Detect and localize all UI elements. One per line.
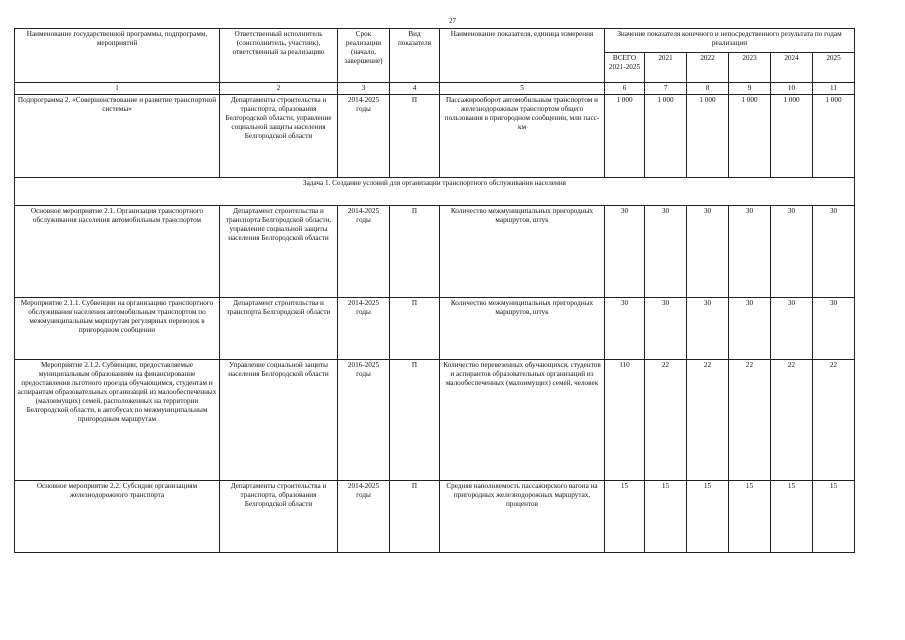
page-number: 27: [449, 17, 456, 25]
value-cell: 1 000: [771, 95, 813, 178]
header-name: Наименование государственной программы, подпрограмм, мероприятий: [15, 29, 220, 83]
task-row: [15, 178, 855, 206]
value-cell: 22: [687, 360, 729, 481]
table-row: [15, 481, 855, 553]
header-values-group: Значение показателя конечного и непосредственного результата по годам реализации: [605, 29, 855, 53]
measure-name: Мероприятие 2.1.2. Субвенции, предоставляемые муниципальным образованиям на финансирование предоставления льготного проезда обучающимся, студентам и аспирантам образовательных организаций из малообеспеченных (малоимущих) семей, расположенных на территории Белгородской области, в автобусах по межмуниципальным пригородным маршрутам: [15, 360, 220, 481]
measure-term: 2014-2025 годы: [338, 481, 390, 553]
column-number: 3: [338, 83, 390, 95]
measure-name: Основное мероприятие 2.2. Субсидии организациям железнодорожного транспорта: [15, 481, 220, 553]
measure-responsible: Департаменты строительства и транспорта, образования Белгородской области: [220, 481, 338, 553]
measure-name: Мероприятие 2.1.1. Субвенции на организацию транспортного обслуживания населения автомобильным транспортом по межмуниципальным маршрутам регулярных перевозок в пригородном сообщении: [15, 298, 220, 360]
table-row: [15, 298, 855, 360]
value-cell: 15: [813, 481, 855, 553]
value-cell: 30: [771, 206, 813, 298]
column-number: 7: [645, 83, 687, 95]
value-cell: 110: [605, 360, 645, 481]
column-number: 10: [771, 83, 813, 95]
measure-term: 2016-2025 годы: [338, 360, 390, 481]
task-title: Задача 1. Создание условий для организации транспортного обслуживания населения: [15, 178, 855, 206]
value-cell: 1 000: [605, 95, 645, 178]
measure-name: Основное мероприятие 2.1. Организация транспортного обслуживания населения автомобильным транспортом: [15, 206, 220, 298]
value-cell: 30: [813, 206, 855, 298]
value-cell: 15: [645, 481, 687, 553]
measure-indicator: Количество межмуниципальных пригородных маршрутов, штук: [440, 298, 605, 360]
header-year: 2023: [729, 53, 771, 83]
subprogram-term: 2014-2025 годы: [338, 95, 390, 178]
value-cell: 15: [729, 481, 771, 553]
column-number: 11: [813, 83, 855, 95]
value-cell: 15: [687, 481, 729, 553]
measure-responsible: Департамент строительства и транспорта Белгородской области, управление социальной защиты населения Белгородской области: [220, 206, 338, 298]
value-cell: 30: [645, 206, 687, 298]
header-year: 2024: [771, 53, 813, 83]
header-term: Срок реализации (начало, завершение): [338, 29, 390, 83]
column-number: 4: [390, 83, 440, 95]
value-cell: 1 000: [645, 95, 687, 178]
value-cell: 15: [771, 481, 813, 553]
subprogram-type: П: [390, 95, 440, 178]
measure-responsible: Департамент строительства и транспорта Белгородской области: [220, 298, 338, 360]
measure-type: П: [390, 298, 440, 360]
value-cell: 30: [687, 298, 729, 360]
value-cell: 22: [813, 360, 855, 481]
table-row: [15, 206, 855, 298]
header-indicator-name: Наименование показателя, единица измерения: [440, 29, 605, 83]
value-cell: 22: [645, 360, 687, 481]
value-cell: 30: [729, 298, 771, 360]
value-cell: 1 000: [813, 95, 855, 178]
measure-term: 2014-2025 годы: [338, 298, 390, 360]
measure-indicator: Средняя наполняемость пассажирского вагона на пригородных железнодорожных маршрутах, процентов: [440, 481, 605, 553]
value-cell: 30: [605, 206, 645, 298]
value-cell: 30: [687, 206, 729, 298]
measure-type: П: [390, 481, 440, 553]
header-year: 2022: [687, 53, 729, 83]
value-cell: 30: [729, 206, 771, 298]
column-number: 6: [605, 83, 645, 95]
header-year: 2025: [813, 53, 855, 83]
header-responsible: Ответственный исполнитель (соисполнитель, участник), ответственный за реализацию: [220, 29, 338, 83]
value-cell: 22: [729, 360, 771, 481]
measure-type: П: [390, 360, 440, 481]
value-cell: 1 000: [729, 95, 771, 178]
measure-indicator: Количество межмуниципальных пригородных маршрутов, штук: [440, 206, 605, 298]
value-cell: 15: [605, 481, 645, 553]
column-number: 2: [220, 83, 338, 95]
measure-indicator: Количество перевезенных обучающихся, студентов и аспирантов образовательных организаций из малообеспеченных (малоимущих) семей, человек: [440, 360, 605, 481]
header-indicator-type: Вид показателя: [390, 29, 440, 83]
value-cell: 30: [645, 298, 687, 360]
measure-responsible: Управление социальной защиты населения Белгородской области: [220, 360, 338, 481]
column-numbers-row: [15, 83, 855, 95]
column-number: 9: [729, 83, 771, 95]
value-cell: 30: [605, 298, 645, 360]
subprogram-name: Подпрограмма 2. «Совершенствование и развитие транспортной системы»: [15, 95, 220, 178]
table-row: [15, 360, 855, 481]
column-number: 5: [440, 83, 605, 95]
program-table: [14, 28, 855, 553]
header-year: 2021: [645, 53, 687, 83]
value-cell: 30: [771, 298, 813, 360]
value-cell: 22: [771, 360, 813, 481]
measure-type: П: [390, 206, 440, 298]
subprogram-row: [15, 95, 855, 178]
column-number: 1: [15, 83, 220, 95]
subprogram-responsible: Департаменты строительства и транспорта, образования Белгородской области, управление социальной защиты населения Белгородской области: [220, 95, 338, 178]
value-cell: 1 000: [687, 95, 729, 178]
subprogram-indicator: Пассажирооборот автомобильным транспортом и железнодорожным транспортом общего пользования в пригородном сообщении, млн пасс-км: [440, 95, 605, 178]
column-number: 8: [687, 83, 729, 95]
header-total: ВСЕГО 2021-2025: [605, 53, 645, 83]
measure-term: 2014-2025 годы: [338, 206, 390, 298]
value-cell: 30: [813, 298, 855, 360]
